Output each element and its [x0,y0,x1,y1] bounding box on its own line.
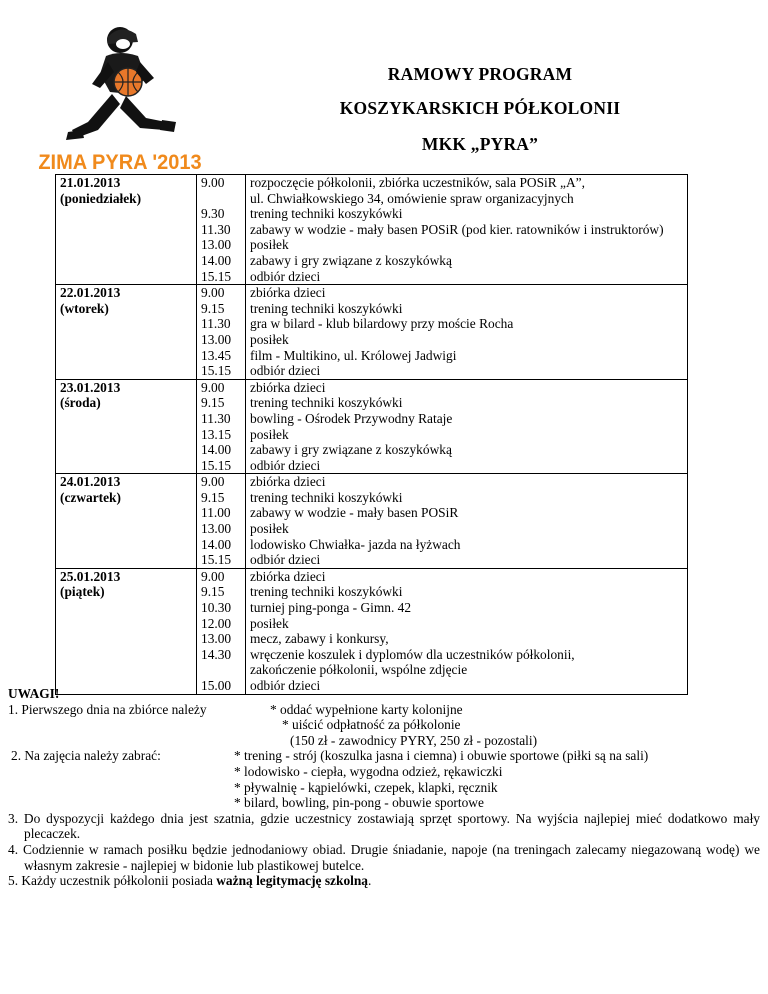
event-time: 9.15 [201,489,225,505]
day-weekday: (poniedziałek) [60,190,142,206]
day-weekday: (piątek) [60,584,105,600]
day-date: 23.01.2013 [60,379,121,395]
event-time: 9.00 [201,285,225,301]
event-activity: odbiór dzieci [250,268,321,284]
event-time: 9.15 [201,395,225,411]
event-activity: lodowisko Chwiałka- jazda na łyżwach [250,536,461,552]
note-2-item: * lodowisko - ciepła, wygodna odzież, rękawiczki [234,763,503,779]
event-activity: trening techniki koszykówki [250,584,403,600]
event-time: 13.15 [201,426,232,442]
day-date: 21.01.2013 [60,175,121,190]
event-time: 13.45 [201,347,232,363]
event-activities-cell [246,568,688,694]
note-5-bold: ważną legitymację szkolną [216,873,369,889]
event-activity: zabawy w wodzie - mały basen POSiR [250,505,459,521]
note-4: 4. Codziennie w ramach posiłku będzie jednodaniowy obiad. Drugie śniadanie, napoje (na treningach zalecamy niegazowaną wodę) we własnym zakresie - najlepiej w bidonie lub plastikowej butelce. [8,841,760,873]
note-1-item: * oddać wypełnione karty kolonijne [270,701,463,717]
title-line-2: KOSZYKARSKICH PÓŁKOLONII [339,98,621,118]
event-activity: zbiórka dzieci [250,285,326,301]
event-time: 11.30 [201,410,231,426]
note-2-label: 2. Na zajęcia należy zabrać: [11,748,161,764]
event-times-cell [197,175,246,285]
event-activities-cell [246,175,688,285]
event-activity: zabawy w wodzie - mały basen POSiR (pod kier. ratowników i instruktorów) [250,221,664,237]
event-time: 12.00 [201,615,232,631]
event-time: 9.00 [201,379,225,395]
event-time: 9.15 [201,584,225,600]
event-time: 13.00 [201,237,232,253]
event-activity: trening techniki koszykówki [250,395,403,411]
basketball-player-icon [66,27,176,140]
event-activity: mecz, zabawy i konkursy, [250,631,389,647]
event-activity: odbiór dzieci [250,457,321,473]
schedule-day-row [56,379,688,474]
day-date-cell [56,474,197,569]
event-activity: gra w bilard - klub bilardowy przy moście Rocha [250,316,514,332]
note-3: 3. Do dyspozycji każdego dnia jest szatnia, gdzie uczestnicy zostawiają sprzęt sportowy. Na wyjścia najlepiej mieć dodatkowo mały plecaczek. [8,810,760,842]
event-activity: posiłek [250,331,289,347]
event-activity: turniej ping-ponga - Gimn. 42 [250,600,412,616]
day-weekday: (czwartek) [60,489,121,505]
event-time: 13.00 [201,631,232,647]
event-activity: posiłek [250,615,289,631]
event-activity: trening techniki koszykówki [250,300,403,316]
event-time: 11.30 [201,316,231,332]
event-activity: zakończenie półkolonii, wspólne zdjęcie [250,662,468,678]
event-activity: posiłek [250,426,289,442]
event-activity: odbiór dzieci [250,363,321,379]
notes-section [8,686,760,889]
event-time: 13.00 [201,331,232,347]
zima-pyra-logo [28,18,212,170]
event-time: 9.15 [201,300,225,316]
event-time: 14.00 [201,442,232,458]
day-date: 22.01.2013 [60,285,121,301]
event-activities-cell [246,474,688,569]
event-time: 15.15 [201,552,232,568]
event-activity: zabawy i gry związane z koszykówką [250,252,452,268]
event-activities-cell [246,285,688,380]
event-time: 15.15 [201,457,232,473]
event-activity: wręczenie koszulek i dyplomów dla uczestników półkolonii, [250,646,575,662]
day-date-cell [56,175,197,285]
event-time: 9.00 [201,568,225,584]
event-activity: bowling - Ośrodek Przywodny Rataje [250,410,453,426]
note-1-label: 1. Pierwszego dnia na zbiórce należy [8,701,207,717]
event-time: 10.30 [201,600,232,616]
day-weekday: (wtorek) [60,300,109,316]
event-time: 15.00 [201,678,232,693]
event-time: 14.00 [201,536,232,552]
event-activity: zbiórka dzieci [250,474,326,490]
event-time: 13.00 [201,521,232,537]
day-date: 24.01.2013 [60,474,121,490]
event-times-cell [197,285,246,380]
day-date-cell [56,568,197,694]
schedule-day-row [56,474,688,569]
logo-text: ZIMA PYRA '2013 [38,150,202,170]
event-activity: trening techniki koszykówki [250,206,403,222]
event-times-cell [197,474,246,569]
title-line-3: MKK „PYRA” [421,134,539,154]
event-activity: trening techniki koszykówki [250,489,403,505]
event-time: 9.00 [201,175,225,190]
title-line-1: RAMOWY PROGRAM [387,64,573,84]
note-5-text: 5. Każdy uczestnik półkolonii posiada [8,873,217,889]
event-activity: zabawy i gry związane z koszykówką [250,442,452,458]
event-times-cell [197,379,246,474]
note-5 [8,873,760,889]
event-time: 15.15 [201,363,232,379]
event-time: 11.30 [201,221,231,237]
day-date: 25.01.2013 [60,568,121,584]
event-activities-cell [246,379,688,474]
event-activity: odbiór dzieci [250,678,321,693]
note-2-item: * pływalnię - kąpielówki, czepek, klapki, ręcznik [234,779,498,795]
note-1-item: * uiścić odpłatność za półkolonie [282,717,461,733]
notes-heading: UWAGI! [8,686,60,701]
event-activity: posiłek [250,237,289,253]
event-time: 14.30 [201,646,232,662]
note-2 [8,748,760,764]
event-activity: odbiór dzieci [250,552,321,568]
event-activity: posiłek [250,521,289,537]
note-5-end: . [368,873,372,889]
event-activity: rozpoczęcie półkolonii, zbiórka uczestników, sala POSiR „A”, [250,175,585,190]
event-time: 15.15 [201,268,232,284]
schedule-day-row [56,285,688,380]
note-2-item: * bilard, bowling, pin-pong - obuwie sportowe [234,795,484,811]
event-time: 14.00 [201,252,232,268]
day-date-cell [56,285,197,380]
note-1-item: (150 zł - zawodnicy PYRY, 250 zł - pozostali) [290,732,538,748]
note-2-item: * trening - strój (koszulka jasna i ciemna) i obuwie sportowe (piłki są na sali) [234,748,649,764]
event-times-cell [197,568,246,694]
event-time: 9.00 [201,474,225,490]
event-activity: ul. Chwiałkowskiego 34, omówienie spraw organizacyjnych [250,190,574,206]
event-activity: zbiórka dzieci [250,568,326,584]
day-date-cell [56,379,197,474]
event-activity: film - Multikino, ul. Królowej Jadwigi [250,347,457,363]
schedule-day-row [56,568,688,694]
event-time: 9.30 [201,206,225,222]
event-activity: zbiórka dzieci [250,379,326,395]
schedule-day-row [56,175,688,285]
schedule-table [55,174,688,695]
note-1 [8,702,760,718]
day-weekday: (środa) [60,395,101,411]
event-time: 11.00 [201,505,231,521]
